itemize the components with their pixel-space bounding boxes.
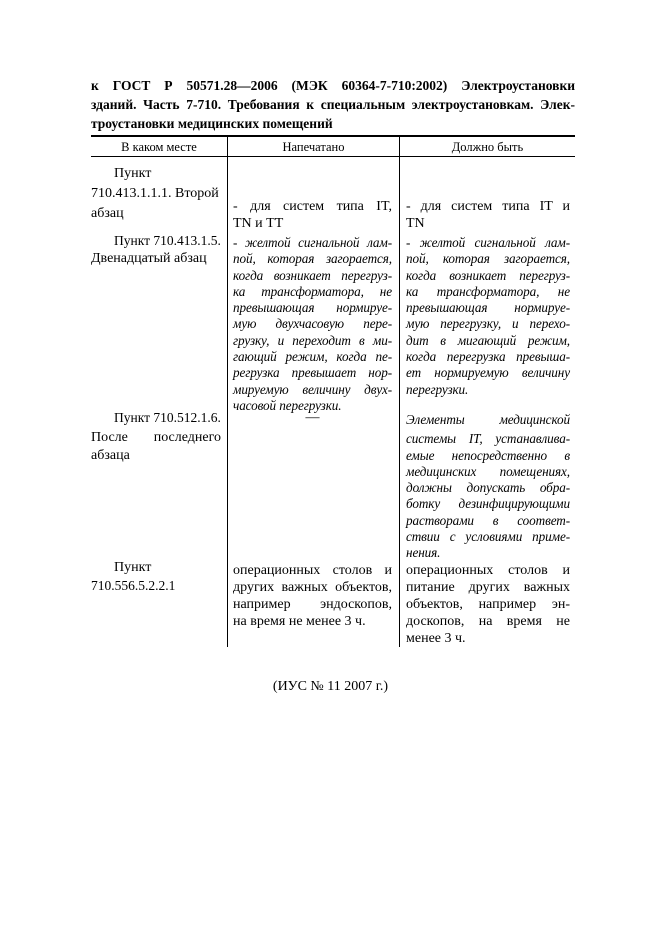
table-cell-place bbox=[91, 560, 221, 594]
cell-line: объектов, например эн- bbox=[406, 597, 570, 612]
cell-line: Двенадцатый абзац bbox=[91, 251, 207, 266]
cell-line: 710.413.1.1.1. Второй bbox=[91, 186, 219, 201]
table-cell-printed bbox=[233, 235, 392, 414]
cell-line: доскопов, на время не bbox=[406, 614, 570, 629]
cell-line: Пункт bbox=[114, 166, 152, 181]
cell-line: пой, которая загорается, bbox=[406, 251, 570, 267]
cell-line: 710.556.5.2.2.1 bbox=[91, 578, 176, 593]
cell-line: грузку, и переходит в ми- bbox=[233, 332, 392, 348]
heading-line: троустановки медицинских помещений bbox=[91, 116, 333, 131]
table-top-rule bbox=[91, 135, 575, 137]
heading-line: зданий. Часть 7-710. Требования к специальным электроустановкам. Элек- bbox=[91, 97, 575, 112]
cell-line: медицинских помещениях, bbox=[406, 463, 570, 479]
cell-line: должны допускать обра- bbox=[406, 480, 570, 496]
table-cell-printed bbox=[233, 410, 392, 426]
cell-line: Элементы медицинской bbox=[406, 412, 570, 427]
cell-line: менее 3 ч. bbox=[406, 631, 466, 646]
table-cell-place bbox=[91, 166, 221, 222]
cell-line: питание других важных bbox=[406, 580, 570, 595]
cell-line: ствии с условиями приме- bbox=[406, 529, 570, 545]
cell-line: - для систем типа IT и bbox=[406, 199, 570, 214]
cell-line: операционных столов и bbox=[406, 563, 570, 578]
heading-line: к ГОСТ Р 50571.28—2006 (МЭК 60364-7-710:2002) Электроустановки bbox=[91, 78, 575, 93]
table-cell-correct bbox=[406, 235, 570, 398]
table-cell-place bbox=[91, 233, 221, 267]
cell-line: перегрузки. bbox=[406, 381, 469, 397]
table-cell-correct bbox=[406, 199, 570, 232]
cell-line: нения. bbox=[406, 545, 441, 561]
table-cell-printed bbox=[233, 562, 392, 630]
cell-line: — bbox=[305, 410, 320, 425]
cell-line: TN bbox=[406, 216, 425, 231]
table-cell-place bbox=[91, 410, 221, 464]
cell-line: Пункт 710.512.1.6. bbox=[114, 410, 221, 425]
table-header-rule bbox=[91, 156, 575, 157]
cell-line: других важных объектов, bbox=[233, 580, 392, 595]
column-header-correct: Должно быть bbox=[451, 140, 524, 154]
amendment-heading bbox=[91, 76, 575, 133]
cell-line: После последнего bbox=[91, 430, 221, 445]
cell-line: абзац bbox=[91, 206, 124, 221]
cell-line: - желтой сигнальной лам- bbox=[406, 235, 570, 250]
cell-line: на время не менее 3 ч. bbox=[233, 614, 366, 629]
cell-line: ботку дезинфицирующими bbox=[406, 496, 570, 512]
cell-line: например эндоскопов, bbox=[233, 597, 392, 612]
table-cell-correct bbox=[406, 562, 570, 647]
cell-line: Пункт bbox=[114, 560, 152, 575]
cell-line: ка трансформатора, не bbox=[233, 283, 392, 299]
cell-line: абзаца bbox=[91, 448, 130, 463]
cell-line: ка трансформатора, не bbox=[406, 283, 570, 299]
cell-line: гающий режим, когда пе- bbox=[233, 349, 392, 365]
cell-line: когда перегрузка превыша- bbox=[406, 349, 570, 365]
table-cell-correct bbox=[406, 412, 570, 562]
column-divider bbox=[399, 135, 400, 647]
cell-line: регрузка превышает нор- bbox=[233, 365, 392, 381]
cell-line: системы IT, устанавлива- bbox=[406, 431, 570, 447]
cell-line: операционных столов и bbox=[233, 563, 392, 578]
cell-line: превышающая нормируе- bbox=[406, 300, 570, 316]
column-divider bbox=[227, 135, 228, 647]
cell-line: ет нормируемую величину bbox=[406, 365, 570, 381]
column-header-printed: Напечатано bbox=[282, 140, 345, 154]
cell-line: мую двухчасовую пере- bbox=[233, 316, 392, 332]
cell-line: мую перегрузку, и перехо- bbox=[406, 316, 570, 332]
cell-line: растворами в соответ- bbox=[406, 512, 570, 528]
cell-line: дит в мигающий режим, bbox=[406, 332, 570, 348]
cell-line: - для систем типа IT, bbox=[233, 199, 392, 214]
column-header-place: В каком месте bbox=[121, 140, 197, 154]
cell-line: часовой перегрузки. bbox=[233, 397, 342, 413]
cell-line: емые непосредственно в bbox=[406, 447, 570, 463]
cell-line: пой, которая загорается, bbox=[233, 251, 392, 267]
cell-line: TN и TT bbox=[233, 216, 284, 231]
publication-reference: (ИУС № 11 2007 г.) bbox=[272, 679, 389, 694]
cell-line: мируемую величину двух- bbox=[233, 381, 392, 397]
cell-line: когда возникает перегруз- bbox=[233, 267, 392, 283]
cell-line: превышающая нормируе- bbox=[233, 300, 392, 316]
table-cell-printed bbox=[233, 199, 392, 232]
cell-line: - желтой сигнальной лам- bbox=[233, 235, 392, 250]
cell-line: когда возникает перегруз- bbox=[406, 267, 570, 283]
cell-line: Пункт 710.413.1.5. bbox=[114, 233, 221, 248]
